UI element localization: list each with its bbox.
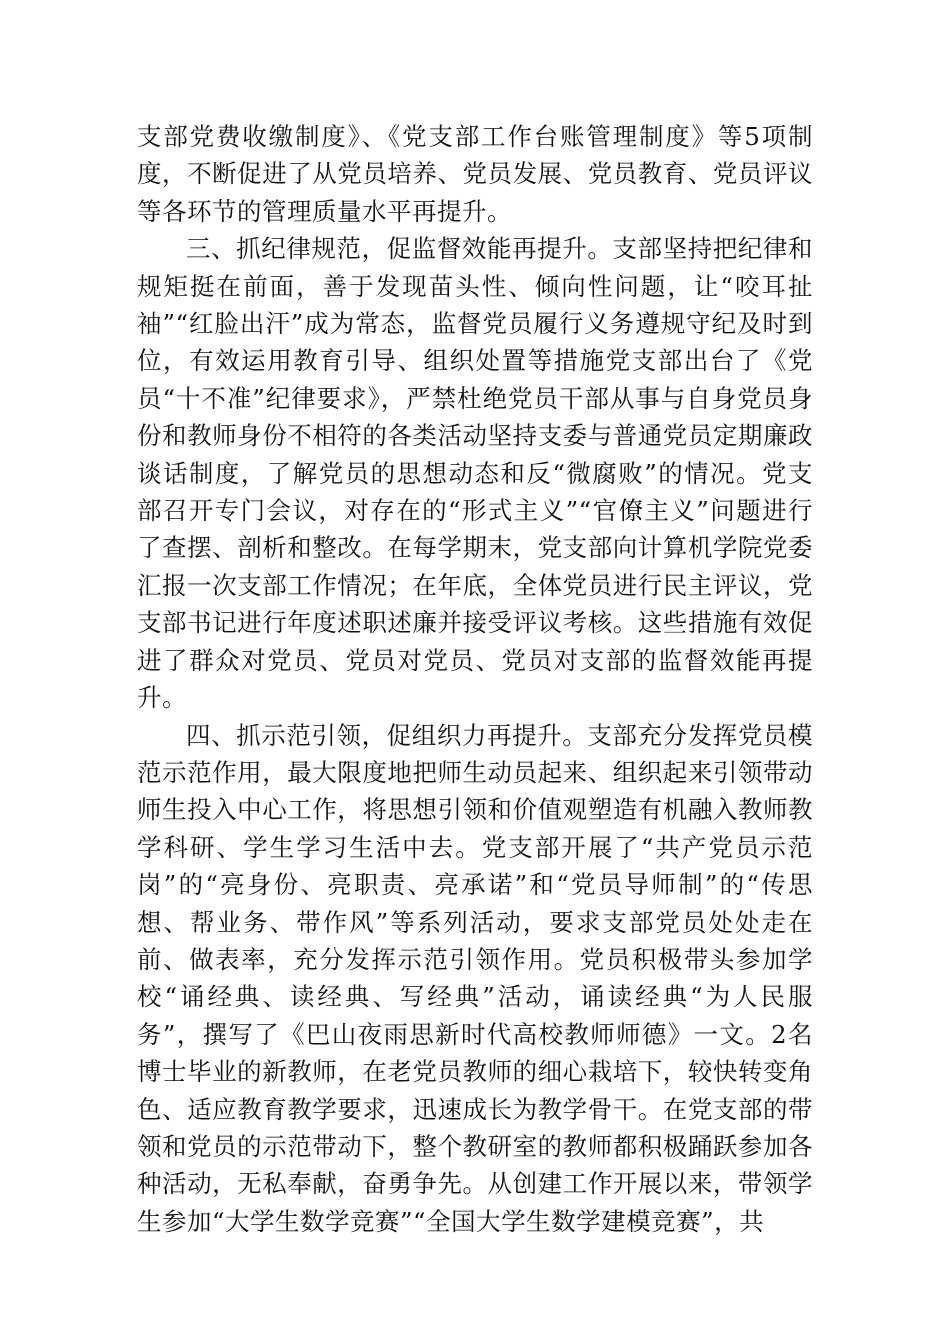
paragraph-continuation: 支部党费收缴制度》、《党支部工作台账管理制度》等5项制度，不断促进了从党员培养、党员发展、党员教育、党员评议等各环节的管理质量水平再提升。: [137, 122, 813, 226]
document-body: [137, 118, 813, 1240]
paragraph-discipline: 三、抓纪律规范，促监督效能再提升。支部坚持把纪律和规矩挺在前面，善于发现苗头性、倾向性问题，让“咬耳扯袖”“红脸出汗”成为常态，监督党员履行义务遵规守纪及时到位，有效运用教育引导、组织处置等措施党支部出台了《党员“十不准”纪律要求》，严禁杜绝党员干部从事与自身党员身份和教师身份不相符的各类活动坚持支委与普通党员定期廉政谈话制度，了解党员的思想动态和反“微腐败”的情况。党支部召开专门会议，对存在的“形式主义”“官僚主义”问题进行了查摆、剖析和整改。在每学期末，党支部向计算机学院党委汇报一次支部工作情况；在年底，全体党员进行民主评议，党支部书记进行年度述职述廉并接受评议考核。这些措施有效促进了群众对党员、党员对党员、党员对支部的监督效能再提升。: [137, 234, 813, 713]
paragraph-demonstration: 四、抓示范引领，促组织力再提升。支部充分发挥党员模范示范作用，最大限度地把师生动员起来、组织起来引领带动师生投入中心工作，将思想引领和价值观塑造有机融入教师教学科研、学生学习生活中去。党支部开展了“共产党员示范岗”的“亮身份、亮职责、亮承诺”和“党员导师制”的“传思想、帮业务、带作风”等系列活动，要求支部党员处处走在前、做表率，充分发挥示范引领作用。党员积极带头参加学校“诵经典、读经典、写经典”活动，诵读经典“为人民服务”，撰写了《巴山夜雨思新时代高校教师师德》一文。2名博士毕业的新教师，在老党员教师的细心栽培下，较快转变角色、适应教育教学要求，迅速成长为教学骨干。在党支部的带领和党员的示范带动下，整个教研室的教师都积极踊跃参加各种活动，无私奉献，奋勇争先。从创建工作开展以来，带领学生参加“大学生数学竞赛”“全国大学生数学建模竞赛”，共: [137, 720, 813, 1236]
